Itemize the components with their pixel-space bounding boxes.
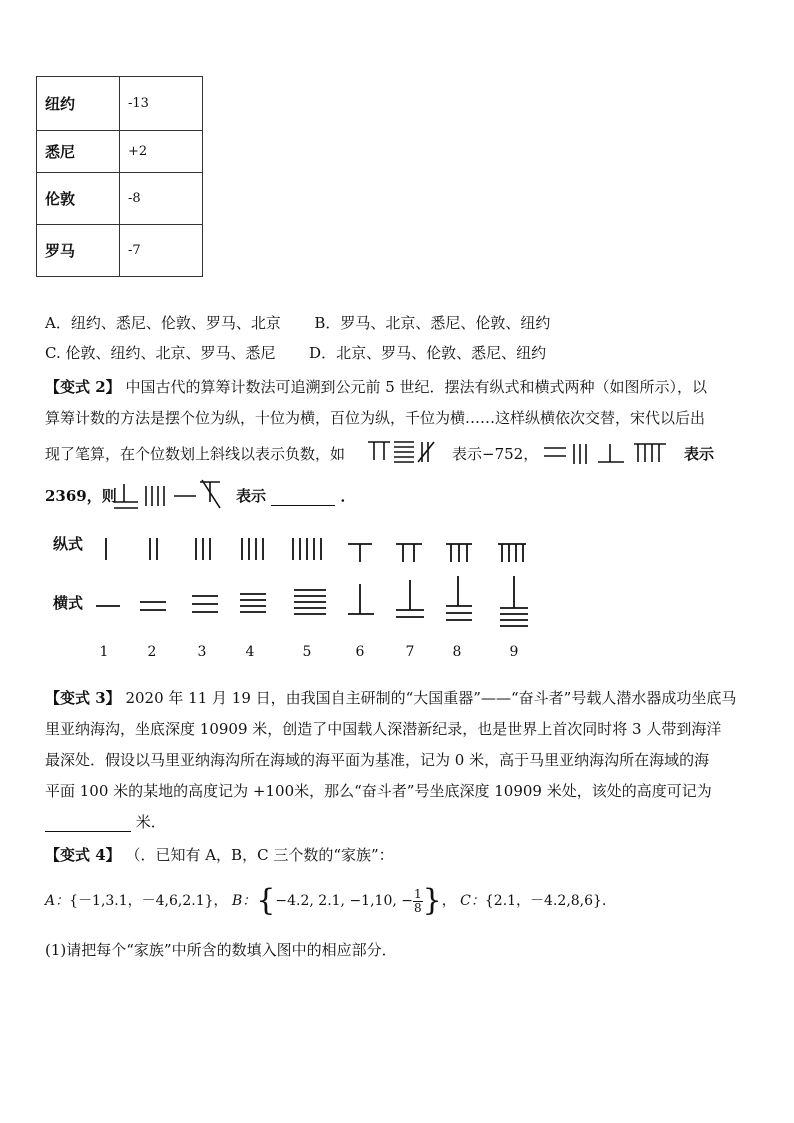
digit-label: 5 bbox=[302, 644, 312, 660]
table-row bbox=[37, 225, 203, 277]
figure-row1-label: 纵式 bbox=[53, 535, 84, 553]
option-c: C. 伦敦、纽约、北京、罗马、悉尼 bbox=[45, 344, 276, 362]
city-cell: 罗马 bbox=[37, 225, 120, 277]
table-row bbox=[37, 131, 203, 173]
variant3-line3: 最深处．假设以马里亚纳海沟所在海域的海平面为基准，记为 0 米，高于马里亚纳海沟所在海域的海 bbox=[45, 751, 710, 769]
fraction: $\frac{1}{8}$ bbox=[413, 886, 422, 915]
variant4-question1: (1)请把每个“家族”中所含的数填入图中的相应部分． bbox=[45, 941, 397, 959]
value-cell: +2 bbox=[120, 131, 203, 173]
variant2-label: 【变式 2】 bbox=[45, 378, 121, 396]
variant3-label: 【变式 3】 bbox=[45, 689, 121, 707]
set-a: {－1,3.1，－4,6,2.1}， bbox=[69, 893, 228, 909]
digit-label: 6 bbox=[355, 644, 365, 660]
variant4-sets: A：{－1,3.1，－4,6,2.1}， B：{−4.2, 2.1, −1,10, − $\frac{1}{8}$ }， C：{2.1，－4.2,8,6}． bbox=[45, 883, 616, 918]
option-row-2 bbox=[45, 343, 546, 363]
table-row bbox=[37, 77, 203, 131]
variant2-line4-end: 表示 ． bbox=[236, 487, 356, 505]
variant2-line1: 【变式 2】 中国古代的算筹计数法可追溯到公元前 5 世纪．摆法有纵式和横式两种（如图所示），以 bbox=[45, 378, 708, 396]
digit-label: 9 bbox=[509, 644, 519, 660]
variant2-line3-end: 表示 bbox=[684, 445, 715, 463]
variant3-line1: 【变式 3】 2020 年 11 月 19 日，由我国自主研制的“大国重器”——“奋斗者”号载人潜水器成功坐底马 bbox=[45, 689, 737, 707]
variant2-line2: 算筹计数的方法是摆个位为纵，十位为横，百位为纵，千位为横……这样纵横依次交替，宋代以后出 bbox=[45, 409, 706, 427]
value-cell: -7 bbox=[120, 225, 203, 277]
digit-label: 3 bbox=[197, 644, 207, 660]
option-b: B．罗马、北京、悉尼、伦敦、纽约 bbox=[314, 314, 551, 332]
digit-label: 8 bbox=[452, 644, 462, 660]
value-cell: -13 bbox=[120, 77, 203, 131]
table-row bbox=[37, 173, 203, 225]
variant4-label: 【变式 4】 bbox=[45, 846, 121, 864]
variant3-line5: 米． bbox=[45, 812, 166, 832]
option-d: D．北京、罗马、伦敦、悉尼、纽约 bbox=[309, 344, 547, 362]
city-cell: 纽约 bbox=[37, 77, 120, 131]
set-c: {2.1，－4.2,8,6}． bbox=[484, 893, 616, 909]
answer-blank[interactable] bbox=[271, 489, 335, 506]
variant2-line4: 2369，则 bbox=[45, 487, 117, 505]
value-cell: -8 bbox=[120, 173, 203, 225]
city-cell: 悉尼 bbox=[37, 131, 120, 173]
variant4-line1: 【变式 4】 （．已知有 A，B，C 三个数的“家族”： bbox=[45, 846, 394, 864]
answer-blank[interactable] bbox=[45, 815, 131, 832]
counting-rods-figure bbox=[90, 530, 540, 670]
rod-question bbox=[112, 478, 224, 512]
variant3-line2: 里亚纳海沟，坐底深度 10909 米，创造了中国载人深潜新纪录，也是世界上首次同时将 3 人带到海洋 bbox=[45, 720, 722, 738]
city-table bbox=[36, 76, 203, 277]
digit-label: 7 bbox=[405, 644, 415, 660]
option-a: A．纽约、悉尼、伦敦、罗马、北京 bbox=[45, 314, 281, 332]
digit-label: 2 bbox=[147, 644, 157, 660]
digit-label: 1 bbox=[99, 644, 109, 660]
option-row-1 bbox=[45, 313, 550, 333]
variant3-line4: 平面 100 米的某地的高度记为 +100米，那么“奋斗者”号坐底深度 10909 米处，该处的高度可记为 bbox=[45, 782, 712, 800]
digit-label: 4 bbox=[245, 644, 255, 660]
figure-row2-label: 横式 bbox=[53, 594, 84, 612]
set-b: −4.2, 2.1, −1,10, − bbox=[275, 893, 413, 909]
city-cell: 伦敦 bbox=[37, 173, 120, 225]
rod-example-negative-752 bbox=[368, 438, 440, 464]
variant2-line3-mid: 表示−752， bbox=[452, 445, 539, 463]
variant2-line3: 现了笔算，在个位数划上斜线以表示负数，如 bbox=[45, 445, 346, 463]
rod-example-2369 bbox=[542, 440, 670, 466]
